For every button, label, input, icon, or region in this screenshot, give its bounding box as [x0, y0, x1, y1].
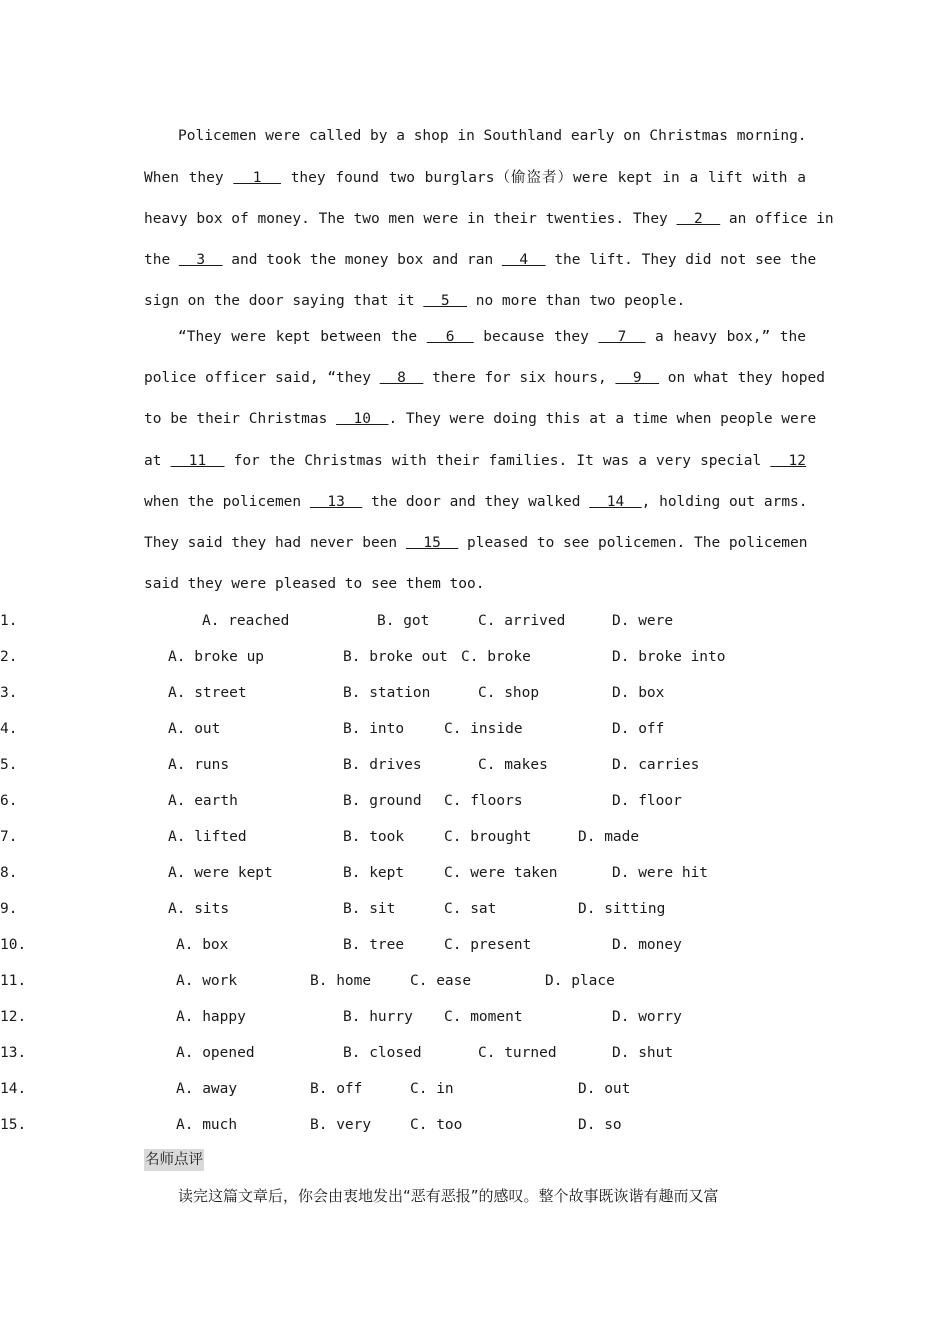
option-c: C. moment	[444, 1009, 523, 1025]
question-number: 4.	[0, 721, 18, 737]
option-b: B. station	[343, 685, 431, 701]
answer-blank: 9	[615, 370, 660, 386]
option-d: D. broke into	[612, 649, 726, 665]
option-c: C. in	[410, 1081, 454, 1097]
answer-blank: 6	[426, 329, 474, 345]
answer-blank: 12	[770, 453, 806, 469]
option-a: A. happy	[176, 1009, 246, 1025]
option-a: A. work	[176, 973, 238, 989]
option-c: C. ease	[410, 973, 472, 989]
passage-text: When they	[144, 170, 234, 186]
question-number: 10.	[0, 937, 27, 953]
option-a: A. opened	[176, 1045, 255, 1061]
answer-blank: 8	[379, 370, 424, 386]
passage-line	[144, 572, 806, 596]
option-d: D. floor	[612, 793, 682, 809]
option-d: D. place	[545, 973, 615, 989]
question-number: 12.	[0, 1009, 27, 1025]
answer-blank: 7	[598, 329, 646, 345]
passage-text: . They were doing this at a time when people were	[388, 411, 817, 427]
option-b: B. hurry	[343, 1009, 413, 1025]
passage-text: sign on the door saying that it	[144, 293, 424, 309]
answer-blank: 2	[676, 211, 721, 227]
passage-line	[178, 124, 806, 148]
option-c: C. shop	[478, 685, 540, 701]
passage-line	[144, 490, 806, 514]
passage-text: and took the money box and ran	[222, 252, 502, 268]
passage-text: at	[144, 453, 171, 469]
question-number: 9.	[0, 901, 18, 917]
passage-line	[144, 531, 806, 555]
question-number: 11.	[0, 973, 27, 989]
question-number: 8.	[0, 865, 18, 881]
option-b: B. sit	[343, 901, 396, 917]
passage-text: “They were kept between the	[178, 329, 427, 345]
option-d: D. shut	[612, 1045, 674, 1061]
passage-text: to be their Christmas	[144, 411, 337, 427]
option-c: C. broke	[461, 649, 531, 665]
option-d: D. made	[578, 829, 640, 845]
passage-line	[144, 366, 825, 390]
passage-line	[178, 325, 806, 349]
passage-text: the door and they walked	[362, 494, 590, 510]
question-number: 7.	[0, 829, 18, 845]
option-b: B. home	[310, 973, 372, 989]
passage-line	[144, 248, 817, 272]
option-d: D. sitting	[578, 901, 666, 917]
answer-blank: 1	[233, 170, 281, 186]
comment-text: 读完这篇文章后，你会由衷地发出“恶有恶报”的感叹。整个故事既诙谐有趣而又富	[178, 1187, 719, 1205]
option-b: B. tree	[343, 937, 405, 953]
question-number: 2.	[0, 649, 18, 665]
option-c: C. turned	[478, 1045, 557, 1061]
option-b: B. drives	[343, 757, 422, 773]
passage-text: , holding out arms.	[641, 494, 808, 510]
passage-line	[144, 166, 806, 190]
option-b: B. ground	[343, 793, 422, 809]
option-c: C. floors	[444, 793, 523, 809]
option-c: C. inside	[444, 721, 523, 737]
passage-text: when the policemen	[144, 494, 310, 510]
passage-text: there for six hours,	[423, 370, 616, 386]
passage-text: said they were pleased to see them too.	[144, 576, 485, 592]
option-a: A. out	[168, 721, 221, 737]
option-a: A. much	[176, 1117, 238, 1133]
passage-text: they found two burglars（偷盗者）were kept in a lift with a	[280, 170, 806, 186]
option-a: A. away	[176, 1081, 238, 1097]
question-number: 15.	[0, 1117, 27, 1133]
answer-blank: 13	[309, 494, 363, 510]
question-number: 3.	[0, 685, 18, 701]
option-b: B. very	[310, 1117, 372, 1133]
option-b: B. closed	[343, 1045, 422, 1061]
answer-blank: 3	[178, 252, 223, 268]
passage-line	[144, 207, 834, 231]
option-b: B. into	[343, 721, 405, 737]
option-b: B. broke out	[343, 649, 448, 665]
option-d: D. so	[578, 1117, 622, 1133]
option-c: C. too	[410, 1117, 463, 1133]
question-number: 13.	[0, 1045, 27, 1061]
question-number: 14.	[0, 1081, 27, 1097]
passage-text: police officer said, “they	[144, 370, 380, 386]
option-a: A. box	[176, 937, 229, 953]
passage-text: for the Christmas with their families. It was a very special	[224, 453, 771, 469]
answer-blank: 4	[501, 252, 546, 268]
answer-blank: 14	[589, 494, 642, 510]
option-d: D. off	[612, 721, 665, 737]
question-number: 1.	[0, 613, 18, 629]
comment-heading: 名师点评	[144, 1149, 204, 1171]
option-b: B. got	[377, 613, 430, 629]
passage-text: because they	[473, 329, 599, 345]
answer-blank: 5	[423, 293, 468, 309]
answer-blank: 11	[170, 453, 225, 469]
question-number: 6.	[0, 793, 18, 809]
passage-text: heavy box of money. The two men were in their twenties. They	[144, 211, 677, 227]
answer-blank: 15	[405, 535, 459, 551]
option-a: A. street	[168, 685, 247, 701]
option-a: A. reached	[202, 613, 290, 629]
passage-text: pleased to see policemen. The policemen	[458, 535, 808, 551]
passage-text: an office in	[720, 211, 834, 227]
option-a: A. earth	[168, 793, 238, 809]
passage-text: Policemen were called by a shop in Southland early on Christmas morning.	[178, 128, 807, 144]
option-b: B. off	[310, 1081, 363, 1097]
option-d: D. box	[612, 685, 665, 701]
option-c: C. present	[444, 937, 532, 953]
option-a: A. broke up	[168, 649, 265, 665]
option-c: C. brought	[444, 829, 532, 845]
passage-text: a heavy box,” the	[645, 329, 806, 345]
passage-line	[144, 449, 806, 473]
option-b: B. took	[343, 829, 405, 845]
option-c: C. were taken	[444, 865, 558, 881]
option-d: D. were hit	[612, 865, 709, 881]
option-c: C. arrived	[478, 613, 566, 629]
option-b: B. kept	[343, 865, 405, 881]
option-d: D. carries	[612, 757, 700, 773]
passage-text: They said they had never been	[144, 535, 406, 551]
option-a: A. were kept	[168, 865, 273, 881]
option-a: A. lifted	[168, 829, 247, 845]
option-d: D. worry	[612, 1009, 682, 1025]
option-a: A. runs	[168, 757, 230, 773]
option-d: D. out	[578, 1081, 631, 1097]
passage-text: on what they hoped	[659, 370, 825, 386]
passage-text: no more than two people.	[467, 293, 686, 309]
passage-line	[144, 289, 806, 313]
passage-text: the lift. They did not see the	[545, 252, 817, 268]
passage-line	[144, 407, 817, 431]
option-c: C. sat	[444, 901, 497, 917]
option-d: D. money	[612, 937, 682, 953]
option-d: D. were	[612, 613, 674, 629]
option-c: C. makes	[478, 757, 548, 773]
answer-blank: 10	[336, 411, 389, 427]
option-a: A. sits	[168, 901, 230, 917]
question-number: 5.	[0, 757, 18, 773]
passage-text: the	[144, 252, 179, 268]
